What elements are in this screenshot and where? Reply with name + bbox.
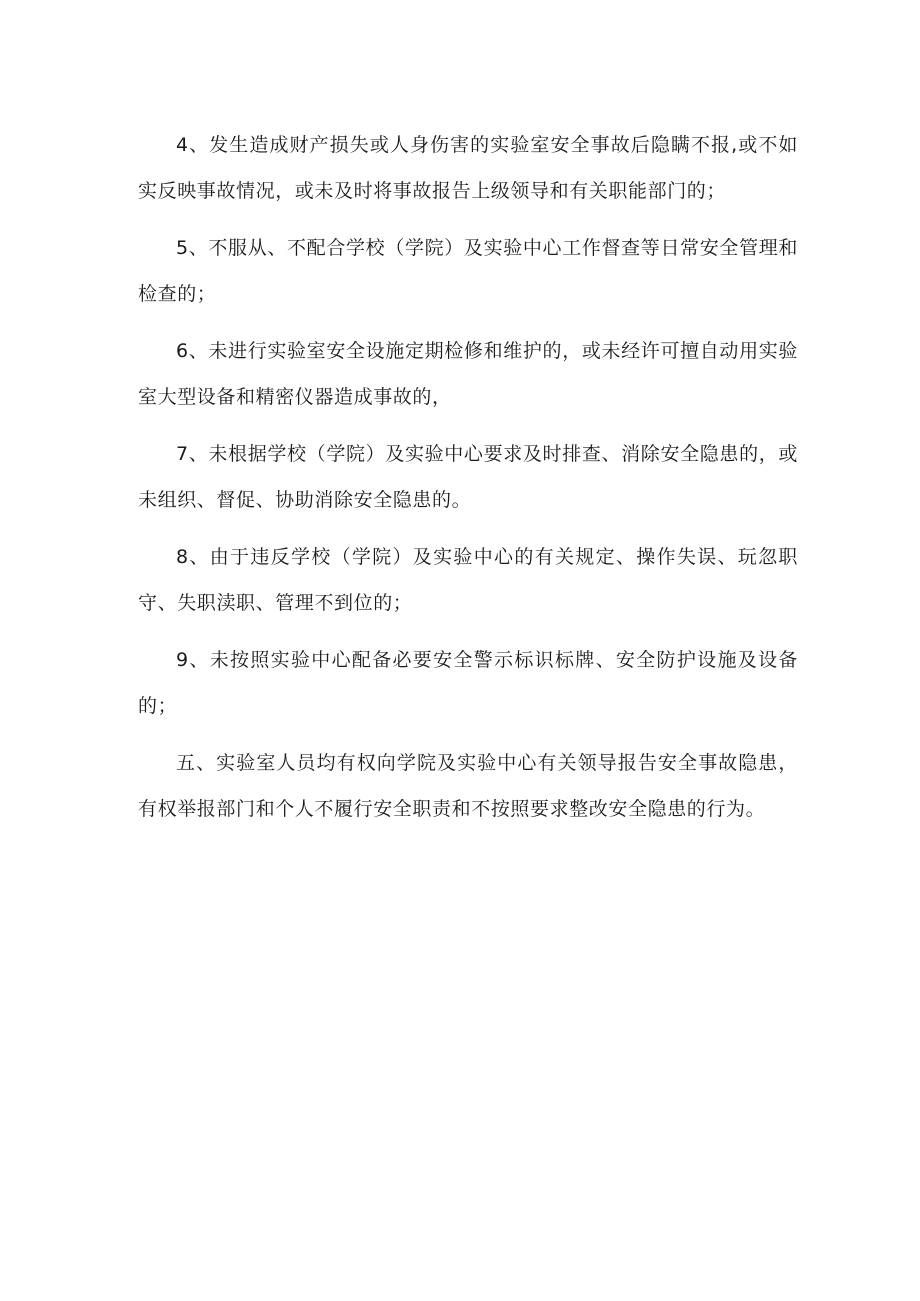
paragraph-section-5: 五、实验室人员均有权向学院及实验中心有关领导报告安全事故隐患，有权举报部门和个人不履行安全职责和不按照要求整改安全隐患的行为。 [138,752,798,820]
paragraph-item-9: 9、未按照实验中心配备必要安全警示标识标牌、安全防护设施及设备的； [138,649,798,717]
paragraph-item-5: 5、不服从、不配合学校（学院）及实验中心工作督查等日常安全管理和检查的； [138,237,798,305]
paragraph-item-8: 8、由于违反学校（学院）及实验中心的有关规定、操作失误、玩忽职守、失职渎职、管理不到位的； [138,546,798,614]
paragraph-item-4: 4、发生造成财产损失或人身伤害的实验室安全事故后隐瞒不报,或不如实反映事故情况，或未及时将事故报告上级领导和有关职能部门的； [138,134,798,202]
document-body [138,122,798,843]
paragraph-item-7: 7、未根据学校（学院）及实验中心要求及时排查、消除安全隐患的，或未组织、督促、协助消除安全隐患的。 [138,443,798,511]
paragraph-item-6: 6、未进行实验室安全设施定期检修和维护的，或未经许可擅自动用实验室大型设备和精密仪器造成事故的， [138,340,798,408]
